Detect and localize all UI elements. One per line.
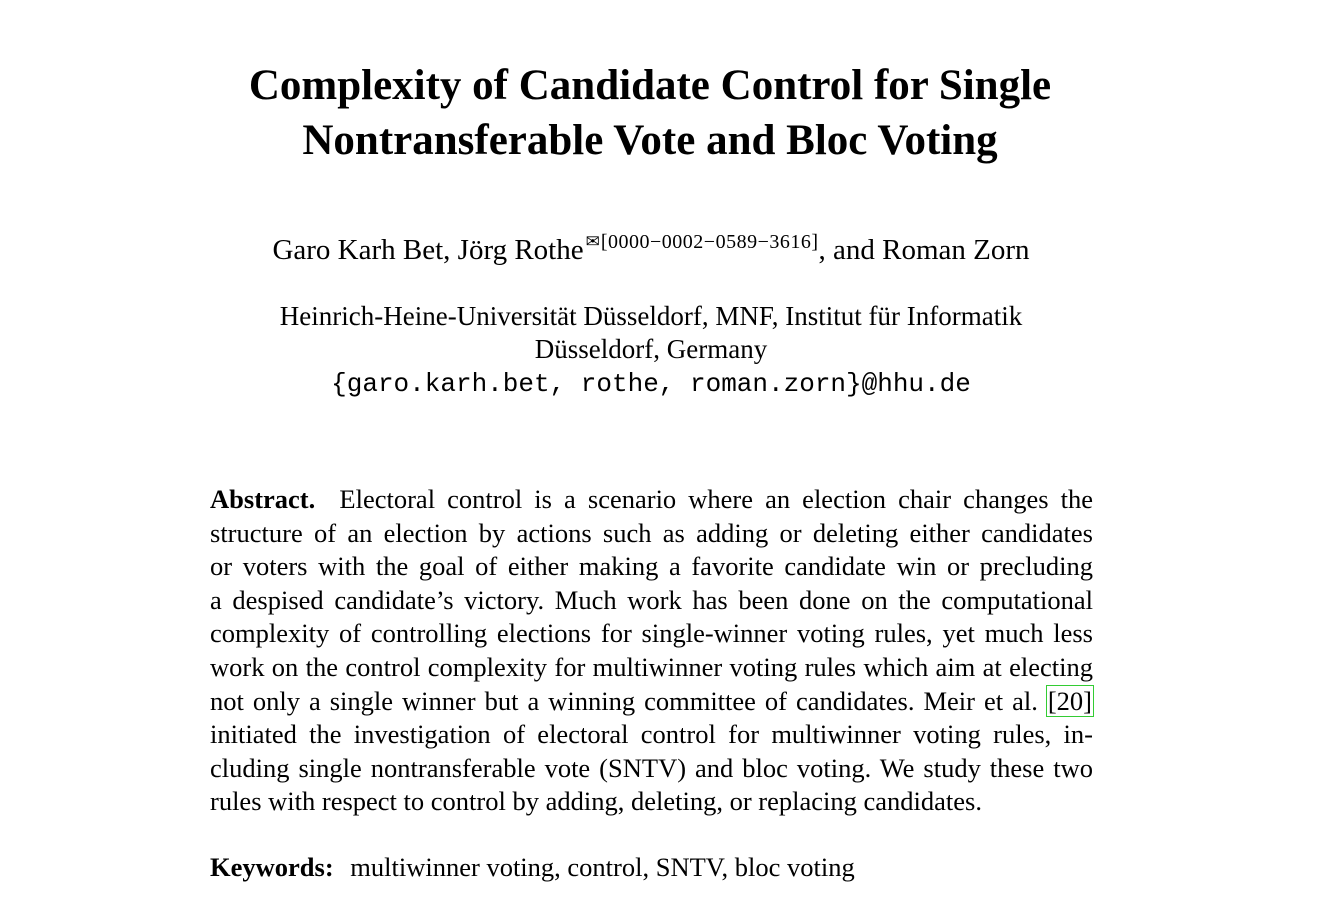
abstract-line: rules with respect to control by adding, deleting, or replacing candidates. xyxy=(210,786,982,817)
paper-title xyxy=(0,58,1300,168)
abstract-line: work on the control complexity for multiwinner voting rules which aim at electing xyxy=(210,651,1093,682)
abstract-line-text: not only a single winner but a winning committee of candidates. Meir et al. xyxy=(210,685,1038,716)
abstract-line: initiated the investigation of electoral control for multiwinner voting rules, in- xyxy=(210,719,1093,750)
author-list xyxy=(0,232,1302,272)
location: Düsseldorf, Germany xyxy=(534,334,768,364)
abstract-line-text: Electoral control is a scenario where an election chair changes the xyxy=(339,484,1093,514)
keywords xyxy=(210,850,1093,884)
authors-part-2: , and Roman Zorn xyxy=(818,234,1030,266)
abstract xyxy=(210,483,1093,819)
title-line-2: Nontransferable Vote and Bloc Voting xyxy=(302,117,998,164)
email-addresses: {garo.karh.bet, rothe, roman.zorn}@hhu.de xyxy=(331,369,971,399)
mail-icon[interactable]: ✉ xyxy=(585,232,600,251)
abstract-line: a despised candidate’s victory. Much work has been done on the computational xyxy=(210,584,1093,615)
orcid-id[interactable]: [0000−0002−0589−3616] xyxy=(600,231,819,253)
abstract-line: or voters with the goal of either making a favorite candidate win or precluding xyxy=(210,551,1093,582)
abstract-line: structure of an election by actions such as adding or deleting either candidates xyxy=(210,517,1093,548)
authors-part-1: Garo Karh Bet, Jörg Rothe xyxy=(272,234,584,266)
citation-link[interactable]: [20] xyxy=(1047,685,1092,716)
abstract-line: complexity of controlling elections for single-winner voting rules, yet much less xyxy=(210,618,1093,649)
abstract-line xyxy=(210,685,1093,719)
institution: Heinrich-Heine-Universität Düsseldorf, MNF, Institut für Informatik xyxy=(279,301,1023,331)
keywords-label: Keywords: xyxy=(210,852,334,882)
abstract-line: cluding single nontransferable vote (SNTV) and bloc voting. We study these two xyxy=(210,752,1093,783)
abstract-label: Abstract. xyxy=(210,484,316,514)
affiliation xyxy=(0,300,1302,401)
abstract-line xyxy=(210,483,1093,517)
title-line-1: Complexity of Candidate Control for Single xyxy=(248,62,1052,109)
keywords-text: multiwinner voting, control, SNTV, bloc voting xyxy=(350,852,855,882)
